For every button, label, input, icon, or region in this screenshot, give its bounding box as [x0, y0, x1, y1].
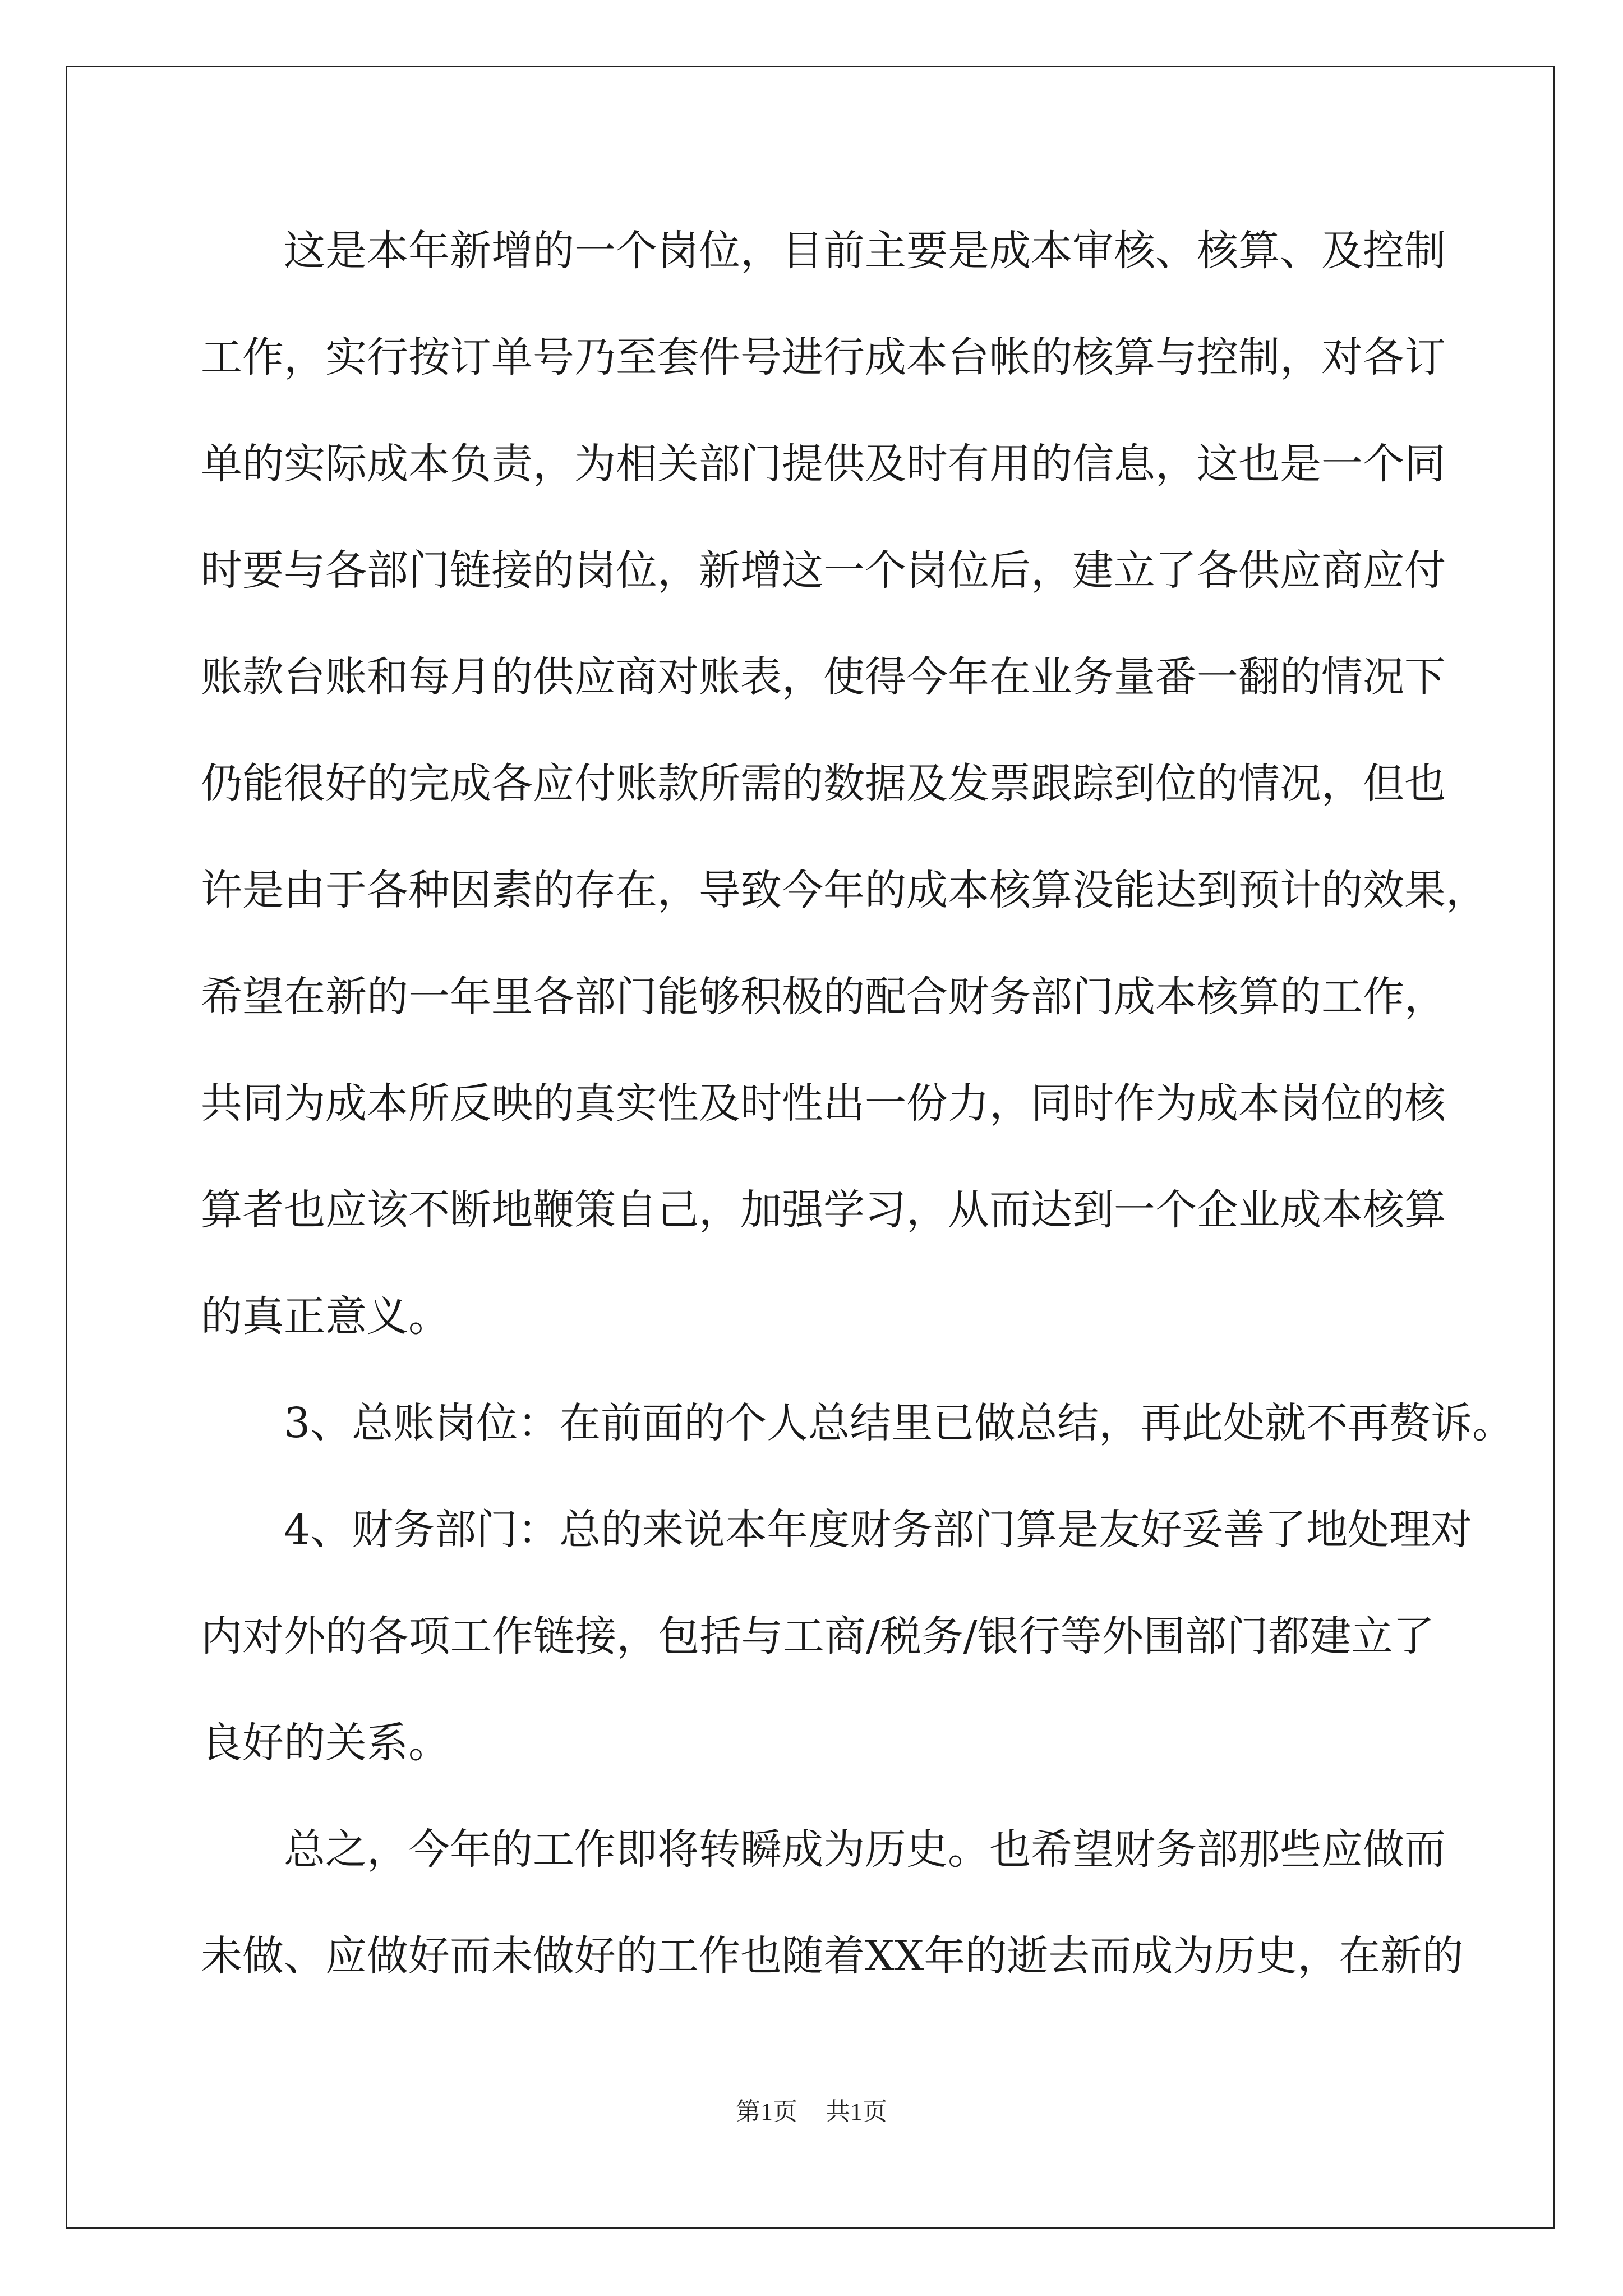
text-line: 账 款 台 账 和 每 月 的 供 应 商 对 账 表 ， 使 得 今 年 在 业 务 量 番 一 翻 的 情 况 下 [201, 653, 1446, 701]
text-line: 这 是 本 年 新 增 的 一 个 岗 位 ， 目 前 主 要 是 成 本 审 核 、 核 算 、 及 控 制 [284, 227, 1446, 275]
text-line: 未 做 、 应 做 好 而 未 做 好 的 工 作 也 随 着 X X 年 的 逝 去 而 成 为 历 史 ， 在 新 的 [201, 1932, 1464, 1980]
text-line: 工 作 ， 实 行 按 订 单 号 乃 至 套 件 号 进 行 成 本 台 帐 的 核 算 与 控 制 ， 对 各 订 [201, 333, 1446, 381]
page-footer [0, 2095, 1623, 2129]
text-line: 共 同 为 成 本 所 反 映 的 真 实 性 及 时 性 出 一 份 力 ， 同 时 作 为 成 本 岗 位 的 核 [201, 1079, 1446, 1128]
text-line: 算 者 也 应 该 不 断 地 鞭 策 自 己 ， 加 强 学 习 ， 从 而 达 到 一 个 企 业 成 本 核 算 [201, 1186, 1446, 1234]
text-line: 希 望 在 新 的 一 年 里 各 部 门 能 够 积 极 的 配 合 财 务 部 门 成 本 核 算 的 工 作 ， [201, 973, 1446, 1021]
text-line: 4 、 财 务 部 门 ： 总 的 来 说 本 年 度 财 务 部 门 算 是 友 好 妥 善 了 地 处 理 对 [284, 1506, 1473, 1554]
text-line: 3 、 总 账 岗 位 ： 在 前 面 的 个 人 总 结 里 已 做 总 结 ， 再 此 处 就 不 再 赘 诉 。 [284, 1399, 1514, 1447]
text-line: 总 之 ， 今 年 的 工 作 即 将 转 瞬 成 为 历 史 。 也 希 望 财 务 部 那 些 应 做 而 [284, 1825, 1446, 1874]
text-line: 良好的关系。 [201, 1719, 450, 1767]
document-body [201, 220, 1514, 2032]
text-line: 仍 能 很 好 的 完 成 各 应 付 账 款 所 需 的 数 据 及 发 票 跟 踪 到 位 的 情 况 ， 但 也 [201, 760, 1446, 808]
text-line: 时 要 与 各 部 门 链 接 的 岗 位 ， 新 增 这 一 个 岗 位 后 ， 建 立 了 各 供 应 商 应 付 [201, 546, 1446, 595]
text-line: 内 对 外 的 各 项 工 作 链 接 ， 包 括 与 工 商 / 税 务 / 银 行 等 外 围 部 门 都 建 立 了 [201, 1612, 1435, 1660]
text-line: 的真正意义。 [201, 1292, 450, 1341]
text-line: 许 是 由 于 各 种 因 素 的 存 在 ， 导 致 今 年 的 成 本 核 算 没 能 达 到 预 计 的 效 果 ， [201, 866, 1487, 914]
text-line: 单 的 实 际 成 本 负 责 ， 为 相 关 部 门 提 供 及 时 有 用 的 信 息 ， 这 也 是 一 个 同 [201, 440, 1446, 488]
page-number: 第1页 [736, 2098, 797, 2125]
page-total: 共1页 [826, 2098, 887, 2125]
